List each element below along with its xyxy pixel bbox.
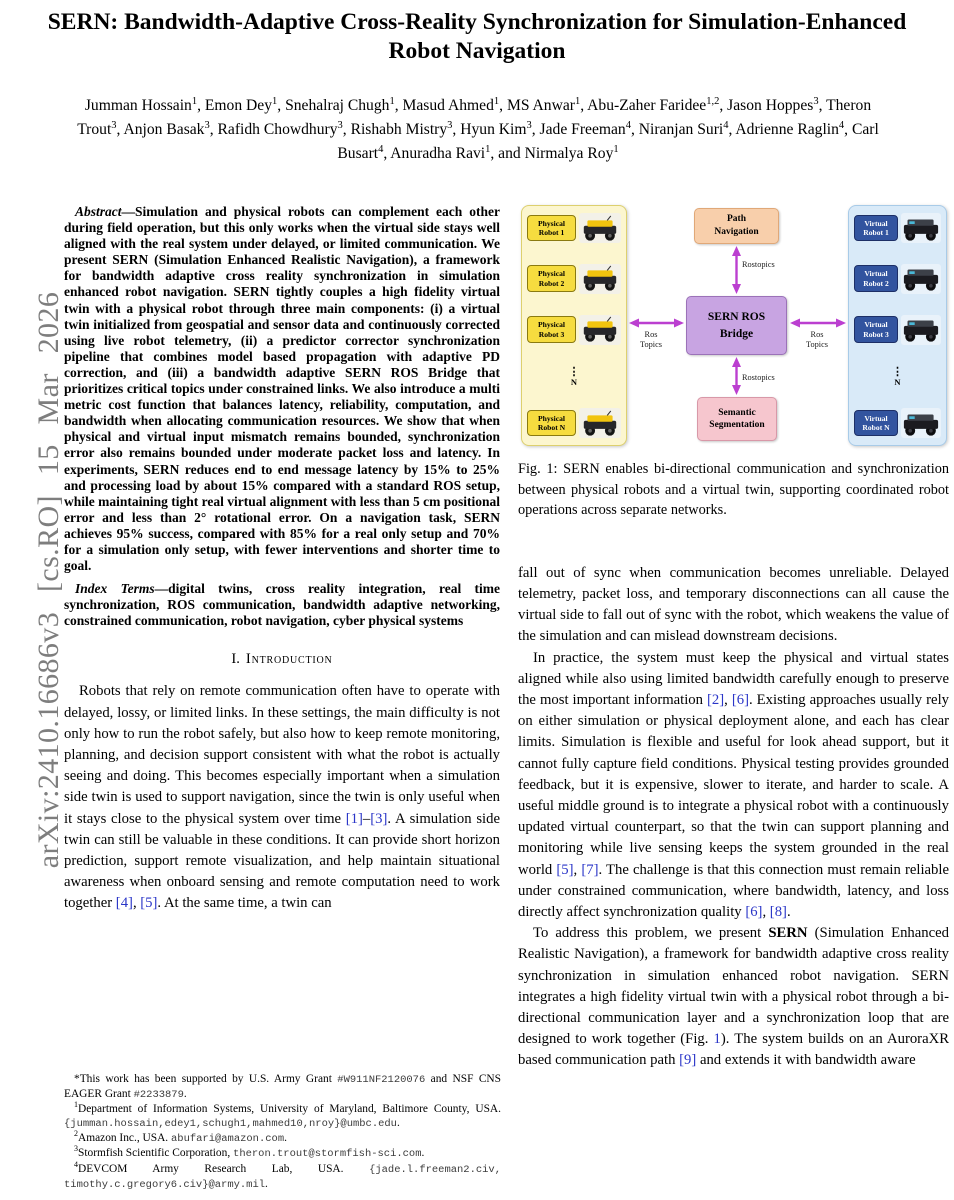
physical-robot-row: [527, 213, 621, 243]
virtual-robot-icon: [901, 315, 941, 345]
figure-caption: [518, 459, 949, 521]
sern-ros-bridge-node: SERN ROS Bridge: [686, 296, 787, 355]
citation-link[interactable]: [8]: [769, 904, 787, 921]
citation-link[interactable]: [1]: [345, 810, 363, 827]
body-paragraph-3: To address this problem, we present SERN (Simulation Enhanced Realistic Navigation), a framework for bandwidth adaptive cross reality synchronization in simulation enhanced robot navigation. SERN integrates a high fidelity virtual twin with a physical robot through a bi-directional communication layer and a synchronization loop that are designed to work together (Fig. 1). The system builds on an AuroraXR based communication path [9] and extends it with bandwidth aware: [518, 925, 949, 1069]
citation-link[interactable]: [6]: [745, 904, 763, 921]
citation-link[interactable]: [9]: [679, 1052, 697, 1069]
physical-robot-icon: [579, 213, 621, 243]
n-label: N: [570, 376, 578, 387]
code-text: theron.trout@stormfish-sci.com: [233, 1148, 422, 1161]
virtual-robots-panel: [848, 205, 947, 446]
n-label: N: [894, 376, 901, 387]
body-paragraph-2: In practice, the system must keep the physical and virtual states aligned while also using limited bandwidth carefully enough to preserve the most important information [2], [6]. Existing approaches usually rely on either simulation or physical deployment alone, and each has clear limits. Simulation is flexible and useful for look ahead support, but it cannot fully capture field conditions. Physical testing provides grounded feedback, but it is expensive, slower to iterate, and harder to scale. A useful middle ground is to integrate a physical robot with a continuously updated virtual counterpart, so that the twin can support planning and monitoring while live sensing keeps the system grounded in the real world [5], [7]. The challenge is that this connection must remain reliable under constrained communication, where bandwidth, latency, and loss directly affect synchronization quality [6], [8].: [518, 649, 950, 921]
footnote-affiliation-3: $^3$Stormfish Scientific Corporation, theron.trout@stormfish-sci.com.: [74, 1144, 425, 1161]
arrow-physical-to-bridge: [629, 319, 684, 328]
code-text: #W911NF2120076: [337, 1074, 426, 1086]
arrow-bridge-to-semseg: [732, 357, 741, 395]
ros-topics-label-left: Ros Topics: [639, 330, 662, 350]
virtual-robot-1-label: Virtual Robot 1: [854, 215, 898, 242]
physical-robot-2-label: Physical Robot 2: [527, 265, 576, 292]
vertical-dots: ⋮: [568, 365, 580, 378]
citation-link[interactable]: [2]: [707, 692, 725, 708]
physical-robot-row: [527, 264, 621, 294]
code-text: abufari@amazon.com: [171, 1133, 285, 1146]
right-column-text: [518, 563, 949, 1072]
body-paragraph-1: fall out of sync when communication becomes unreliable. Delayed telemetry, packet loss, and temporary disconnections can all cause the virtual side to fall out of sync with the robot, which weakens the value of the simulation and can mislead downstream decisions.: [518, 564, 949, 645]
index-terms-paragraph: [64, 581, 500, 629]
arrow-pathnav-to-bridge: [732, 246, 741, 294]
abstract-lead: Abstract: [75, 204, 122, 219]
virtual-ellipsis: [854, 366, 941, 387]
virtual-robot-icon: [901, 213, 941, 243]
citation-link[interactable]: [3]: [370, 810, 388, 827]
physical-robot-row: [527, 315, 621, 345]
ros-topics-label-right: Ros Topics: [805, 330, 828, 350]
virtual-robot-icon: [901, 408, 941, 438]
right-column: [518, 202, 949, 1072]
arrow-bridge-to-virtual: [790, 319, 846, 328]
code-text: #2233879: [133, 1089, 184, 1102]
citation-link[interactable]: [7]: [581, 861, 599, 878]
author-list: Jumman Hossain$^1$, Emon Dey$^1$, Snehalraj Chugh$^1$, Masud Ahmed$^1$, MS Anwar$^1$, Abu-Zaher Faridee$^{1,2}$, Jason Hoppes$^3$, Theron Trout$^3$, Anjon Basak$^3$, Rafidh Chowdhury$^3$, Rishabh Mistry$^3$, Hyun Kim$^3$, Jade Freeman$^4$, Niranjan Suri$^4$, Adrienne Raglin$^4$, Carl Busart$^4$, Anuradha Ravi$^1$, and Nirmalya Roy$^1$: [77, 95, 879, 162]
vertical-dots: ⋮: [892, 365, 903, 378]
virtual-robot-2-label: Virtual Robot 2: [854, 265, 898, 292]
figure-ref-link[interactable]: 1: [713, 1031, 721, 1048]
rostopics-label-bottom: Rostopics: [742, 373, 775, 382]
paper-title: SERN: Bandwidth-Adaptive Cross-Reality Synchronization for Simulation-Enhanced Robot Navigation: [47, 9, 907, 64]
footnote-affiliation-4: $^4$DEVCOM Army Research Lab, USA. {jade.l.freeman2.civ, timothy.c.gregory6.civ}@army.mil.: [64, 1159, 501, 1191]
physical-robot-3-label: Physical Robot 3: [527, 316, 576, 343]
code-text: {jumman.hossain,edey1,schugh1,mahmed10,nroy}@umbc.edu: [64, 1118, 397, 1131]
index-terms-text: —digital twins, cross reality integration, real time synchronization, ROS communication, bandwidth adaptive networking, constrained communication, robot navigation, cyber physical systems: [64, 581, 501, 629]
abstract-paragraph: [64, 204, 500, 574]
footnote-affiliation-2: $^2$Amazon Inc., USA. abufari@amazon.com.: [74, 1129, 287, 1146]
citation-link[interactable]: [6]: [731, 692, 749, 708]
citation-link[interactable]: [5]: [556, 861, 574, 878]
physical-robot-icon: [579, 264, 621, 294]
citation-link[interactable]: [4]: [115, 895, 133, 912]
physical-robot-1-label: Physical Robot 1: [527, 215, 576, 242]
citation-link[interactable]: [5]: [140, 895, 158, 912]
code-text: {jade.l.freeman2.civ, timothy.c.gregory6.civ}@army.mil: [64, 1163, 501, 1191]
virtual-robot-n-label: Virtual Robot N: [854, 410, 898, 437]
physical-ellipsis: [527, 366, 621, 387]
virtual-robot-3-label: Virtual Robot 3: [854, 316, 898, 343]
section-number: I.: [231, 651, 240, 668]
semantic-segmentation-node: Semantic Segmentation: [697, 397, 777, 441]
footnote-funding: *This work has been supported by U.S. Army Grant #W911NF2120076 and NSF CNS EAGER Grant #2233879.: [64, 1073, 501, 1102]
virtual-robot-row: [854, 408, 941, 438]
physical-robots-panel: [521, 205, 627, 446]
left-column: [64, 204, 500, 915]
footnote-affiliation-1: $^1$Department of Information Systems, University of Maryland, Baltimore County, USA. {jumman.hossain,edey1,schugh1,mahmed10,nroy}@umbc.edu.: [64, 1100, 501, 1131]
virtual-robot-row: [854, 264, 941, 294]
virtual-robot-icon: [901, 264, 941, 294]
physical-robot-row: [527, 408, 621, 438]
section-title: Introduction: [245, 651, 333, 668]
index-terms-lead: Index Terms: [75, 581, 155, 597]
section-heading-introduction: [64, 651, 500, 668]
figure-caption-label: Fig. 1:: [518, 461, 558, 477]
intro-paragraph-1: Robots that rely on remote communication often have to operate with delayed, lossy, or limited links. In these settings, the main difficulty is not only how to run the robot safely, but also how to keep remote monitoring, planning, and decision support consistent with what the robot is actually seeing and doing. This becomes especially important when a simulation side twin is used to support navigation, since the twin is only useful when it stays close to the physical system over time [1]–[3]. A simulation side twin can still be valuable in these conditions. It can provide short horizon prediction, support remote visualization, and help maintain situational awareness when onboard sensing and remote computation need to work together [4], [5]. At the same time, a twin can: [64, 683, 500, 912]
figure-caption-text: SERN enables bi-directional communication and synchronization between physical robots and a virtual twin, supporting coordinated robot operations across separate networks.: [518, 461, 949, 519]
physical-robot-n-label: Physical Robot N: [527, 410, 576, 437]
arxiv-watermark: arXiv:2410.16686v3 [cs.RO] 15 Mar 2026: [32, 291, 65, 869]
virtual-robot-row: [854, 213, 941, 243]
virtual-robot-row: [854, 315, 941, 345]
path-navigation-node: Path Navigation: [694, 208, 779, 244]
physical-robot-icon: [579, 408, 621, 438]
physical-robot-icon: [579, 315, 621, 345]
figure-1-diagram: [518, 202, 949, 450]
abstract-text: —Simulation and physical robots can complement each other during field operation, but this only works when the virtual side stays well aligned with the real system under delayed, or limited communication. We present SERN (Simulation Enhanced Realistic Navigation), a framework for bandwidth adaptive cross reality synchronization in simulation enhanced robot navigation. SERN tightly couples a high fidelity virtual twin with a physical robot through three main components: (i) a virtual twin initialized from geospatial and sensor data and continuously corrected using live robot telemetry, (ii) a predictor corrector synchronization pipeline that combines model based propagation with adaptive PD correction, and (iii) a bandwidth adaptive SERN ROS Bridge that prioritizes critical topics under constrained links. We also introduce a multi metric cost function that balances latency, reliability, computation, and bandwidth when allocating communication resources. We show that when physical and virtual input mismatch remains bounded, synchronization error also remains bounded under moderate packet loss and latency. In experiments, SERN reduces end to end message latency by 15% to 25% and processing load by about 15% compared with a standard ROS setup, while maintaining tight real virtual alignment with less than 5 cm positional error and less than 2° rotational error. On a navigation task, SERN achieves 95% success, compared with 85% for a real only setup and 70% for a simulation only setup, with fewer interventions and shorter time to goal.: [64, 204, 500, 574]
rostopics-label-top: Rostopics: [742, 260, 775, 269]
footnote-block: [64, 1069, 501, 1192]
